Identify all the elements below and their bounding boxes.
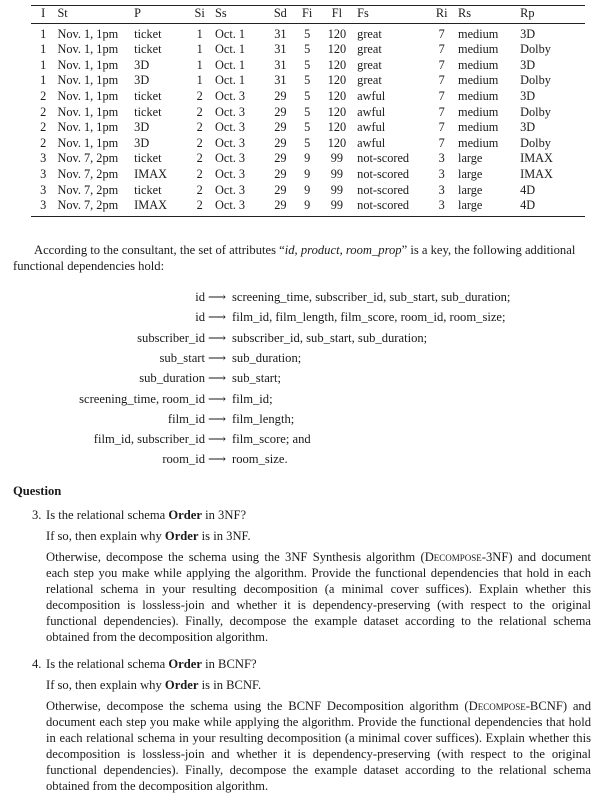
fd-arrow-icon: ⟶ (208, 411, 227, 426)
column-header: Si (186, 6, 213, 24)
question-3-otherwise (46, 549, 591, 645)
table-cell: Nov. 1, 1pm (57, 88, 119, 103)
functional-dependency (0, 450, 609, 468)
table-cell: 2 (196, 135, 203, 150)
fd-rhs: film_score; and (232, 432, 311, 447)
table-cell: Oct. 3 (214, 104, 246, 119)
column-header: Fl (319, 6, 356, 24)
table-cell: 99 (319, 198, 356, 216)
q4-line1-text: Is the relational schema (46, 657, 169, 671)
table-cell: 120 (327, 26, 347, 41)
fd-arrow-icon: ⟶ (208, 330, 227, 345)
fd-arrow-icon: ⟶ (208, 290, 227, 304)
table-cell: not-scored (357, 182, 410, 197)
table-cell: medium (458, 42, 499, 57)
table-cell: 1 (40, 42, 47, 57)
table-cell: medium (458, 120, 499, 135)
fd-lhs: film_id (167, 411, 205, 426)
table-cell: 31 (274, 57, 287, 72)
functional-dependency (0, 288, 609, 306)
table-cell: 7 (438, 73, 445, 88)
table-cell: Oct. 3 (214, 120, 246, 135)
fd-rhs: sub_start; (232, 371, 281, 386)
table-row (31, 23, 585, 42)
q4-line2-text: If so, then explain why (46, 678, 165, 692)
table-cell: 7 (438, 26, 445, 41)
table-cell: 29 (274, 135, 287, 150)
table-cell: 3D (134, 73, 150, 88)
q4-schema-name-2: Order (164, 678, 199, 692)
table-cell: 29 (274, 88, 287, 103)
table-cell: 2 (40, 104, 47, 119)
q4-schema-name: Order (168, 657, 202, 671)
q3-otherwise-rest: ) and document each step you make while applying the algorithm. Provide the functional dependencies that hold in each relational schema in your resulting decomposition (a minimal cover suffices). Explain whether this decomposition is lossless-join and whether it is dependency-preserving (with respect to the original functional dependencies). Finally, decompose the example dataset according to the relational schema obtained from the decomposition algorithm. (46, 550, 591, 644)
table-cell: Oct. 3 (214, 135, 246, 150)
table-cell: Nov. 1, 1pm (57, 120, 119, 135)
table-cell: 3D (134, 57, 150, 72)
table-cell: 29 (274, 151, 287, 166)
table-cell: 4D (520, 182, 536, 197)
q3-schema-name: Order (168, 508, 202, 522)
table-cell: 3D (520, 26, 536, 41)
q3-line2-text: If so, then explain why (46, 529, 165, 543)
question-4-number: 4. (32, 657, 42, 671)
fd-rhs: film_id, film_length, film_score, room_id, room_size; (232, 310, 506, 325)
q3-line1-text: Is the relational schema (46, 508, 169, 522)
table-cell: Nov. 7, 2pm (57, 151, 119, 166)
functional-dependency (0, 369, 609, 387)
table-cell: Nov. 7, 2pm (55, 198, 132, 216)
question-4-otherwise (46, 698, 591, 794)
table-cell: 5 (304, 57, 311, 72)
q4-otherwise-rest: ) and document each step you make while applying the algorithm. Provide the functional dependencies that hold in each relational schema in your resulting decomposition (a minimal cover suffices). Explain whether this decomposition is lossless-join and whether it is dependency-preserving (with respect to the original functional dependencies). Finally, decompose the example dataset according to the relational schema obtained from the decomposition algorithm. (46, 699, 592, 793)
table-cell: Dolby (520, 73, 551, 88)
table-cell: ticket (134, 104, 162, 119)
table-cell: 1 (40, 73, 47, 88)
table-cell: 2 (40, 120, 47, 135)
table-cell: 29 (274, 120, 287, 135)
q3-algorithm-name: Decompose-3NF (424, 550, 509, 564)
column-header: St (55, 6, 132, 24)
question-3-number: 3. (32, 508, 42, 522)
table-cell: ticket (134, 182, 162, 197)
table-cell: Nov. 7, 2pm (57, 166, 119, 181)
q4-otherwise-text: Otherwise, decompose the schema using the BCNF Decomposition algorithm ( (46, 699, 469, 713)
table-cell: large (456, 198, 518, 216)
table-cell: 5 (304, 135, 311, 150)
table-cell: 2 (196, 88, 203, 103)
table-cell: 29 (274, 104, 287, 119)
table-cell: Nov. 1, 1pm (57, 57, 119, 72)
table-cell: ticket (134, 26, 162, 41)
q3-line2-end: is in 3NF. (198, 529, 251, 543)
fd-rhs: subscriber_id, sub_start, sub_duration; (232, 330, 428, 345)
table-row (31, 105, 585, 121)
table-row (31, 73, 585, 89)
table-cell: ticket (134, 151, 162, 166)
q4-line1-end: in BCNF? (201, 657, 257, 671)
table-cell: 120 (327, 104, 347, 119)
table-cell: IMAX (520, 166, 553, 181)
fd-rhs: film_length; (232, 411, 295, 426)
table-cell: large (458, 182, 483, 197)
table-cell: 2 (186, 198, 213, 216)
table-row (31, 183, 585, 199)
functional-dependency (0, 430, 609, 448)
table-cell: 5 (304, 26, 311, 41)
question-4-if-so (46, 677, 591, 693)
functional-dependency (0, 390, 609, 408)
table-cell: Oct. 3 (214, 166, 246, 181)
table-cell: medium (458, 104, 499, 119)
table-cell: 3 (438, 182, 445, 197)
table-cell: 1 (196, 73, 203, 88)
table-cell: 5 (304, 42, 311, 57)
fd-arrow-icon: ⟶ (208, 350, 227, 365)
table-row (31, 167, 585, 183)
table-cell: 29 (274, 166, 287, 181)
table-row (31, 136, 585, 152)
table-cell: Oct. 1 (214, 57, 246, 72)
table-cell: Nov. 1, 1pm (57, 104, 119, 119)
table-cell: medium (458, 88, 499, 103)
table-cell: 7 (438, 57, 445, 72)
table-cell: awful (357, 88, 386, 103)
table-cell: ticket (134, 42, 162, 57)
table-cell: 3 (40, 166, 47, 181)
table-cell: 1 (196, 42, 203, 57)
table-cell: 3D (134, 135, 150, 150)
table-cell: great (357, 57, 382, 72)
table-cell: 29 (265, 198, 296, 216)
column-header: I (31, 6, 55, 24)
question-4-prompt (46, 656, 591, 672)
column-header: Ss (213, 6, 265, 24)
table-cell: not-scored (355, 198, 427, 216)
table-cell: 2 (196, 120, 203, 135)
table-cell: 31 (274, 73, 287, 88)
table-cell: 2 (196, 104, 203, 119)
table-cell: ticket (134, 88, 162, 103)
table-cell: Nov. 1, 1pm (57, 135, 119, 150)
table-cell: Nov. 1, 1pm (57, 26, 119, 41)
table-cell: not-scored (357, 151, 410, 166)
fd-rhs: film_id; (232, 391, 273, 406)
fd-arrow-icon: ⟶ (208, 452, 227, 467)
table-cell: awful (357, 135, 386, 150)
table-cell: Nov. 1, 1pm (57, 42, 119, 57)
table-cell: 2 (196, 182, 203, 197)
table-cell: great (357, 26, 382, 41)
fd-lhs: id (195, 290, 205, 304)
table-cell: 120 (327, 73, 347, 88)
table-cell: 1 (40, 57, 47, 72)
table-row (31, 42, 585, 58)
question-heading: Question (13, 484, 62, 498)
fd-rhs: room_size. (232, 452, 288, 467)
q4-algorithm-name: Decompose-BCNF (468, 699, 563, 713)
fd-lhs: sub_duration (139, 371, 205, 386)
q3-otherwise-text: Otherwise, decompose the schema using the 3NF Synthesis algorithm ( (46, 550, 425, 564)
table-cell: 120 (327, 57, 347, 72)
table-cell: IMAX (132, 198, 186, 216)
table-cell: medium (458, 57, 499, 72)
table-cell: 120 (327, 120, 347, 135)
table-row (31, 120, 585, 136)
table-cell: Oct. 1 (214, 73, 246, 88)
table-cell: medium (458, 73, 499, 88)
table-row (31, 198, 585, 216)
table-cell: 2 (40, 88, 47, 103)
table-cell: 9 (304, 151, 311, 166)
table-cell: 31 (274, 42, 287, 57)
table-cell: 120 (327, 88, 347, 103)
table-cell: great (357, 73, 382, 88)
table-cell: 1 (40, 26, 47, 41)
table-body (31, 23, 585, 216)
table-cell: not-scored (357, 166, 410, 181)
table-cell: Dolby (520, 135, 551, 150)
table-cell: Oct. 3 (214, 88, 246, 103)
table-cell: 9 (304, 166, 311, 181)
fd-arrow-icon: ⟶ (208, 310, 227, 325)
fd-lhs: film_id, subscriber_id (93, 432, 205, 447)
table-cell: medium (458, 135, 499, 150)
table-cell: 3 (31, 198, 55, 216)
table-cell: large (458, 166, 483, 181)
table-cell: 2 (40, 135, 47, 150)
table-cell: large (458, 151, 483, 166)
table-cell: 5 (304, 88, 311, 103)
column-header: Fs (355, 6, 427, 24)
table-cell: 7 (438, 135, 445, 150)
table-cell: medium (458, 26, 499, 41)
table-cell: Oct. 3 (214, 151, 246, 166)
column-header: Fi (296, 6, 319, 24)
question-3-if-so (46, 528, 591, 544)
table-cell: IMAX (520, 151, 553, 166)
table-cell: 2 (196, 166, 203, 181)
table-cell: 3D (520, 88, 536, 103)
table-cell: 7 (438, 104, 445, 119)
fd-rhs: screening_time, subscriber_id, sub_start, sub_duration; (232, 290, 511, 304)
table-cell: 2 (196, 151, 203, 166)
table-cell: 99 (330, 151, 344, 166)
table-cell: 4D (518, 198, 585, 216)
column-header: P (132, 6, 186, 24)
table-cell: 3D (520, 120, 536, 135)
table-cell: 3 (438, 166, 445, 181)
table-cell: 120 (327, 42, 347, 57)
fd-lhs: room_id (162, 452, 205, 467)
table-cell: Oct. 1 (214, 26, 246, 41)
table-cell: 5 (304, 104, 311, 119)
intro-key-attributes: id, product, room_prop (284, 243, 402, 257)
table-cell: 5 (304, 120, 311, 135)
table-cell: 29 (274, 182, 287, 197)
fd-arrow-icon: ⟶ (208, 371, 227, 386)
table-cell: awful (357, 120, 386, 135)
table-row (31, 89, 585, 105)
table-cell: Oct. 1 (214, 42, 246, 57)
order-dataset-table (31, 5, 585, 217)
table-cell: IMAX (134, 166, 167, 181)
fd-lhs: subscriber_id (137, 330, 205, 345)
table-cell: Nov. 7, 2pm (57, 182, 119, 197)
table-cell: Oct. 3 (214, 182, 246, 197)
fd-lhs: sub_start (159, 350, 205, 365)
table-cell: 3 (40, 151, 47, 166)
table-cell: Oct. 3 (213, 198, 265, 216)
fd-rhs: sub_duration; (232, 350, 302, 365)
intro-text-before: According to the consultant, the set of attributes “ (34, 243, 285, 257)
table-cell: Nov. 1, 1pm (57, 73, 119, 88)
table-cell: Dolby (520, 104, 551, 119)
intro-paragraph (13, 242, 591, 274)
functional-dependency (0, 308, 609, 326)
table-cell: 9 (296, 198, 319, 216)
table-cell: 3 (438, 151, 445, 166)
fd-arrow-icon: ⟶ (208, 432, 227, 447)
table-cell: 99 (330, 182, 344, 197)
table-cell: great (357, 42, 382, 57)
table-cell: awful (357, 104, 386, 119)
table-cell: 99 (330, 166, 344, 181)
fd-arrow-icon: ⟶ (208, 391, 227, 406)
table-cell: 7 (438, 42, 445, 57)
table-cell: 1 (196, 57, 203, 72)
fd-lhs: id (195, 310, 205, 325)
table-header-row (31, 6, 585, 24)
table-cell: 5 (304, 73, 311, 88)
fd-lhs: screening_time, room_id (79, 391, 205, 406)
column-header: Ri (427, 6, 456, 24)
functional-dependency (0, 410, 609, 428)
table-cell: 120 (327, 135, 347, 150)
table-cell: 7 (438, 88, 445, 103)
column-header: Rp (518, 6, 585, 24)
table-cell: 31 (274, 26, 287, 41)
table-cell: 3D (520, 57, 536, 72)
table-cell: 3 (427, 198, 456, 216)
table-cell: 7 (438, 120, 445, 135)
q4-line2-end: is in BCNF. (198, 678, 262, 692)
table-cell: 3 (40, 182, 47, 197)
table-cell: 3D (134, 120, 150, 135)
functional-dependency (0, 349, 609, 367)
q3-schema-name-2: Order (164, 529, 199, 543)
table-cell: 1 (196, 26, 203, 41)
column-header: Rs (456, 6, 518, 24)
intro-text-after: ” is a key, the following additional functional dependencies hold: (13, 243, 576, 273)
column-header: Sd (265, 6, 296, 24)
table-row (31, 151, 585, 167)
table-row (31, 58, 585, 74)
functional-dependency (0, 329, 609, 347)
table-cell: Dolby (520, 42, 551, 57)
table-cell: 9 (304, 182, 311, 197)
question-3-prompt (46, 507, 591, 523)
q3-line1-end: in 3NF? (201, 508, 247, 522)
